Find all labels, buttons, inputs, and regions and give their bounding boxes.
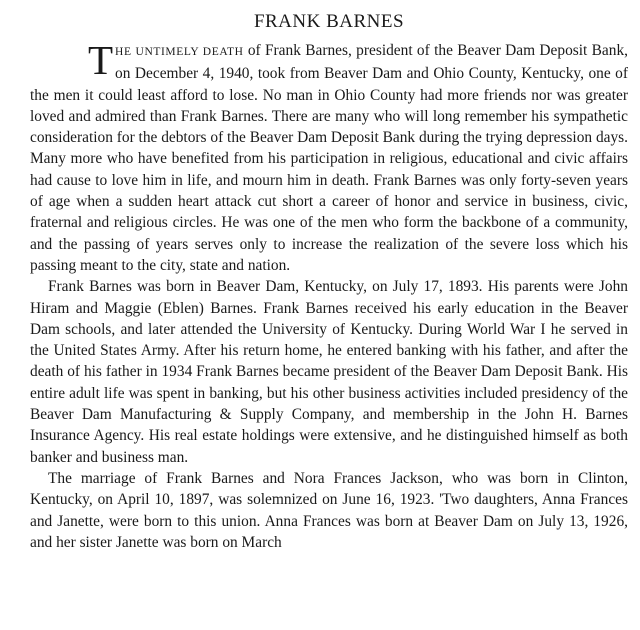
- document-page: [30, 8, 628, 624]
- paragraph-intro-text: of Frank Barnes, president of the Beaver Dam Deposit Bank, on December 4, 1940, took from Beaver Dam and Ohio County, Kentucky, one of the men it could least afford to lose. No man in Ohio County had more friends nor was greater loved and admired than Frank Barnes. There are many who will long remember his sympathetic consideration for the debtors of the Beaver Dam Deposit Bank during the trying depression days. Many more who have benefited from his participation in religious, educational and civic affairs had cause to love him in life, and mourn him in death. Frank Barnes was only forty-seven years of age when a sudden heart attack cut short a career of honor and service in business, civic, fraternal and religious circles. He was one of the men who form the backbone of a community, and the passing of years serves only to increase the realization of the severe loss which his passing meant to the city, state and nation.: [30, 42, 628, 274]
- drop-cap: T: [88, 37, 114, 83]
- paragraph-family: The marriage of Frank Barnes and Nora Frances Jackson, who was born in Clinton, Kentucky, on April 10, 1897, was solemnized on June 16, 1923. 'Two daughters, Anna Frances and Janette, were born to this union. Anna Frances was born at Beaver Dam on July 13, 1926, and her sister Janette was born on March: [30, 469, 628, 551]
- paragraph-intro: [30, 37, 628, 276]
- lead-in-smallcaps: HE UNTIMELY DEATH: [115, 46, 244, 58]
- article-body: [30, 37, 628, 553]
- paragraph-biography: Frank Barnes was born in Beaver Dam, Kentucky, on July 17, 1893. His parents were John Hiram and Maggie (Eblen) Barnes. Frank Barnes received his early education in the Beaver Dam schools, and later attended the University of Kentucky. During World War I he served in the United States Army. After his return home, he entered banking with his father, and after the death of his father in 1934 Frank Barnes became president of the Beaver Dam Deposit Bank. His entire adult life was spent in banking, but his other business activities included presidency of the Beaver Dam Manufacturing & Supply Company, and membership in the John H. Barnes Insurance Agency. His real estate holdings were extensive, and he distinguished himself as both banker and business man.: [30, 278, 628, 466]
- page-title: FRANK BARNES: [253, 11, 405, 32]
